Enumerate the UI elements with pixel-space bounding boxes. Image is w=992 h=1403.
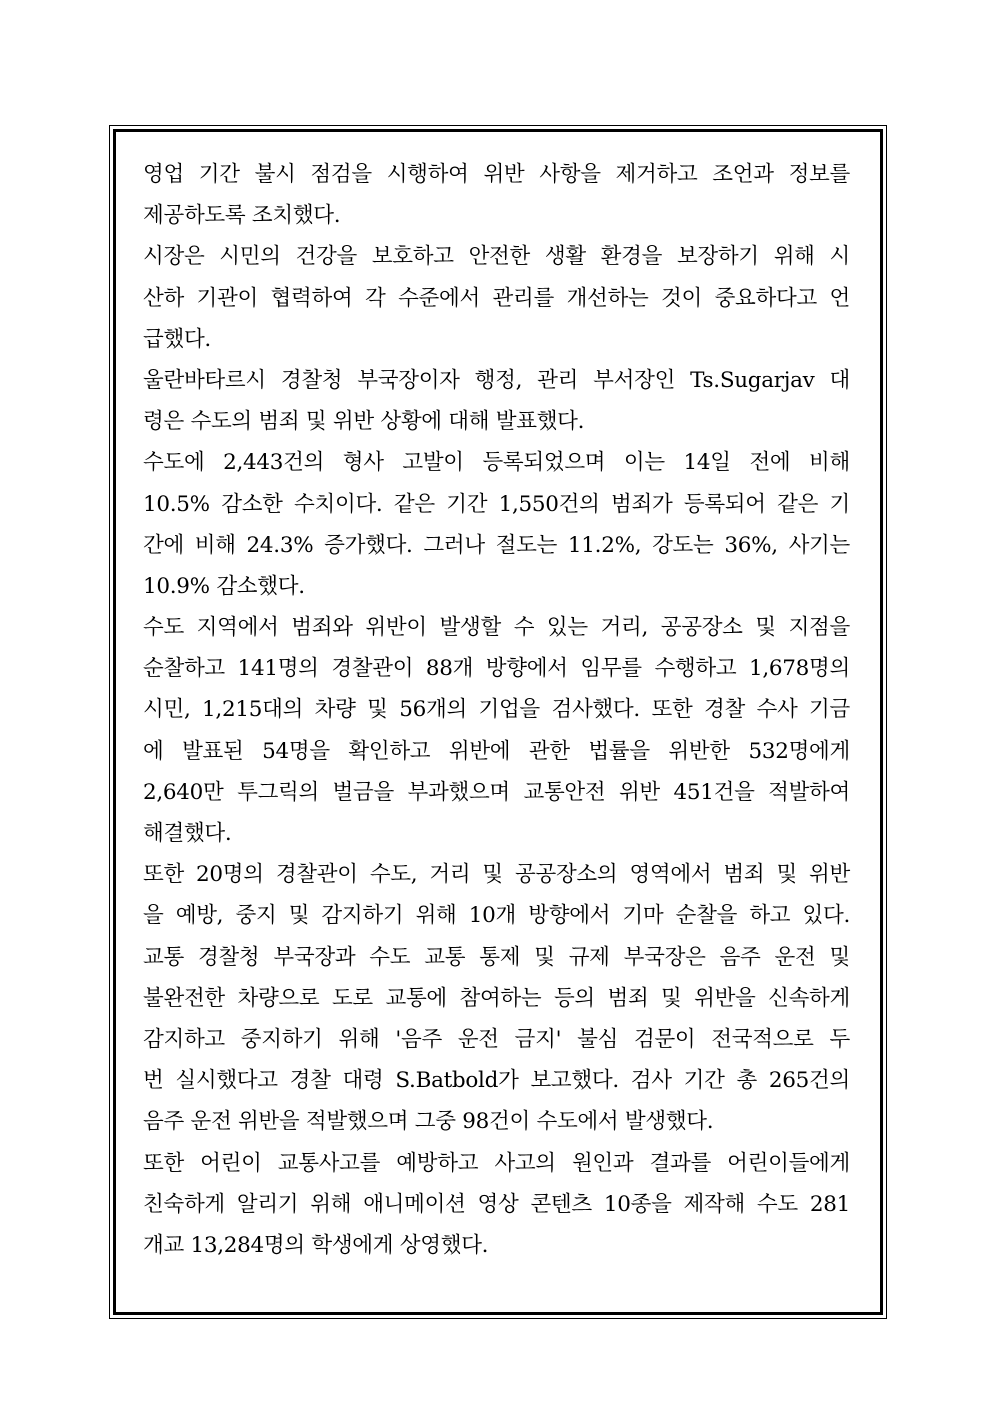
- document-body: [143, 154, 850, 1266]
- text-line: 령은 수도의 범죄 및 위반 상황에 대해 발표했다.: [143, 409, 585, 435]
- text-line: 감지하고 중지하기 위해 '음주 운전 금지' 불심 검문이 전국적으로 두: [143, 1026, 850, 1052]
- text-line: 개교 13,284명의 학생에게 상영했다.: [143, 1232, 489, 1258]
- text-line: 불완전한 차량으로 도로 교통에 참여하는 등의 범죄 및 위반을 신속하게: [143, 985, 850, 1011]
- text-line: 시장은 시민의 건강을 보호하고 안전한 생활 환경을 보장하기 위해 시: [143, 244, 850, 270]
- text-line: 제공하도록 조치했다.: [143, 203, 341, 229]
- text-line: 을 예방, 중지 및 감지하기 위해 10개 방향에서 기마 순찰을 하고 있다.: [143, 903, 850, 929]
- text-line: 순찰하고 141명의 경찰관이 88개 방향에서 임무를 수행하고 1,678명의: [143, 656, 850, 682]
- text-line: 친숙하게 알리기 위해 애니메이션 영상 콘텐츠 10종을 제작해 수도 281: [143, 1191, 850, 1217]
- text-line: 10.9% 감소했다.: [143, 573, 305, 599]
- text-line: 급했다.: [143, 326, 211, 352]
- text-line: 10.5% 감소한 수치이다. 같은 기간 1,550건의 범죄가 등록되어 같은 기: [143, 491, 850, 517]
- text-line: 해결했다.: [143, 821, 232, 846]
- text-line: 2,640만 투그릭의 벌금을 부과했으며 교통안전 위반 451건을 적발하여: [143, 779, 850, 805]
- text-line: 또한 20명의 경찰관이 수도, 거리 및 공공장소의 영역에서 범죄 및 위반: [143, 862, 850, 888]
- text-line: 시민, 1,215대의 차량 및 56개의 기업을 검사했다. 또한 경찰 수사 기금: [143, 697, 850, 723]
- text-line: 교통 경찰청 부국장과 수도 교통 통제 및 규제 부국장은 음주 운전 및: [143, 944, 850, 970]
- text-line: 에 발표된 54명을 확인하고 위반에 관한 법률을 위반한 532명에게: [143, 738, 850, 764]
- text-line: 수도 지역에서 범죄와 위반이 발생할 수 있는 거리, 공공장소 및 지점을: [143, 615, 850, 641]
- text-line: 음주 운전 위반을 적발했으며 그중 98건이 수도에서 발생했다.: [143, 1109, 714, 1135]
- text-line: 간에 비해 24.3% 증가했다. 그러나 절도는 11.2%, 강도는 36%, 사기는: [143, 532, 850, 558]
- text-line: 영업 기간 불시 점검을 시행하여 위반 사항을 제거하고 조언과 정보를: [143, 162, 850, 187]
- text-line: 울란바타르시 경찰청 부국장이자 행정, 관리 부서장인 Ts.Sugarjav 대: [143, 367, 850, 393]
- text-line: 또한 어린이 교통사고를 예방하고 사고의 원인과 결과를 어린이들에게: [143, 1150, 850, 1176]
- text-line: 번 실시했다고 경찰 대령 S.Batbold가 보고했다. 검사 기간 총 265건의: [143, 1068, 850, 1094]
- text-line: 수도에 2,443건의 형사 고발이 등록되었으며 이는 14일 전에 비해: [143, 450, 850, 476]
- text-line: 산하 기관이 협력하여 각 수준에서 관리를 개선하는 것이 중요하다고 언: [143, 285, 850, 311]
